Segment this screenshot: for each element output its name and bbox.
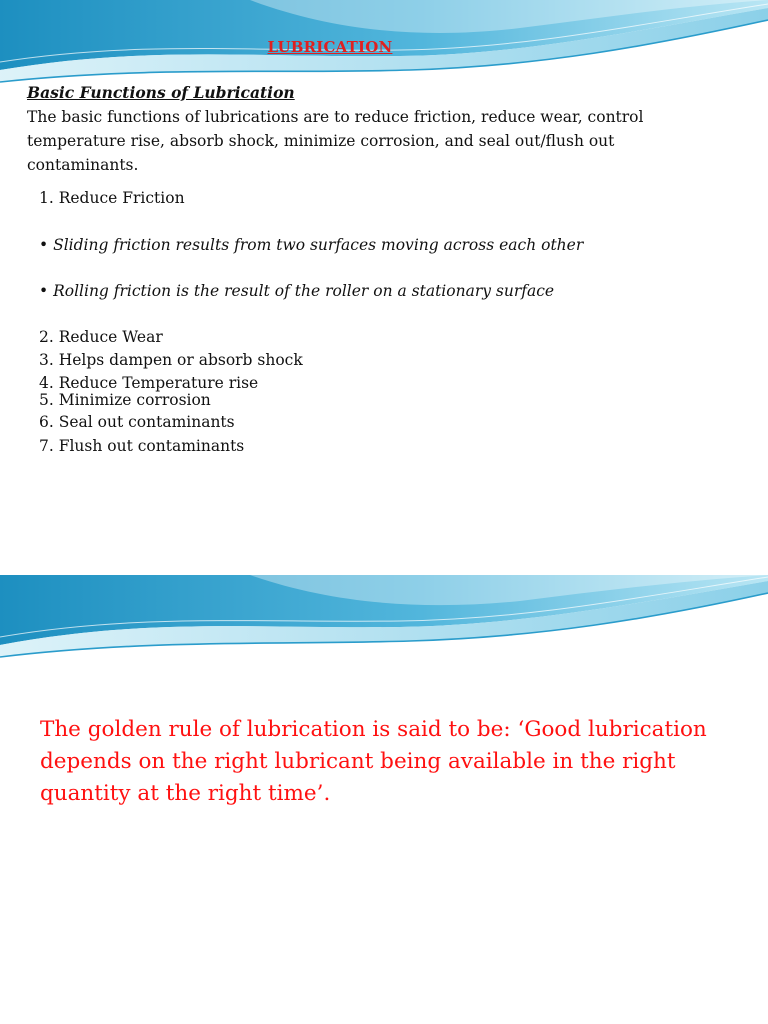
golden-rule-quote: The golden rule of lubrication is said to be: ‘Good lubrication depends on the right lubricant being available in the right quantity at the right time’.: [40, 717, 707, 806]
list-item: 5. Minimize corrosion: [39, 391, 211, 409]
intro-paragraph: The basic functions of lubrications are to reduce friction, reduce wear, control temperature rise, absorb shock, minimize corrosion, and seal out/flush out contaminants.: [27, 108, 644, 174]
bullet-item: • Rolling friction is the result of the roller on a stationary surface: [39, 282, 555, 300]
list-item: 2. Reduce Wear: [39, 328, 163, 346]
wave-banner: [0, 565, 768, 675]
list-item: 4. Reduce Temperature rise: [39, 374, 259, 392]
bullet-item: • Sliding friction results from two surfaces moving across each other: [39, 236, 584, 254]
list-item: 3. Helps dampen or absorb shock: [39, 351, 303, 369]
section-heading: Basic Functions of Lubrication: [27, 83, 295, 102]
page-title: LUBRICATION: [267, 38, 393, 56]
list-item: 1. Reduce Friction: [39, 189, 185, 207]
list-item: 7. Flush out contaminants: [39, 437, 245, 455]
list-item: 6. Seal out contaminants: [39, 413, 235, 431]
